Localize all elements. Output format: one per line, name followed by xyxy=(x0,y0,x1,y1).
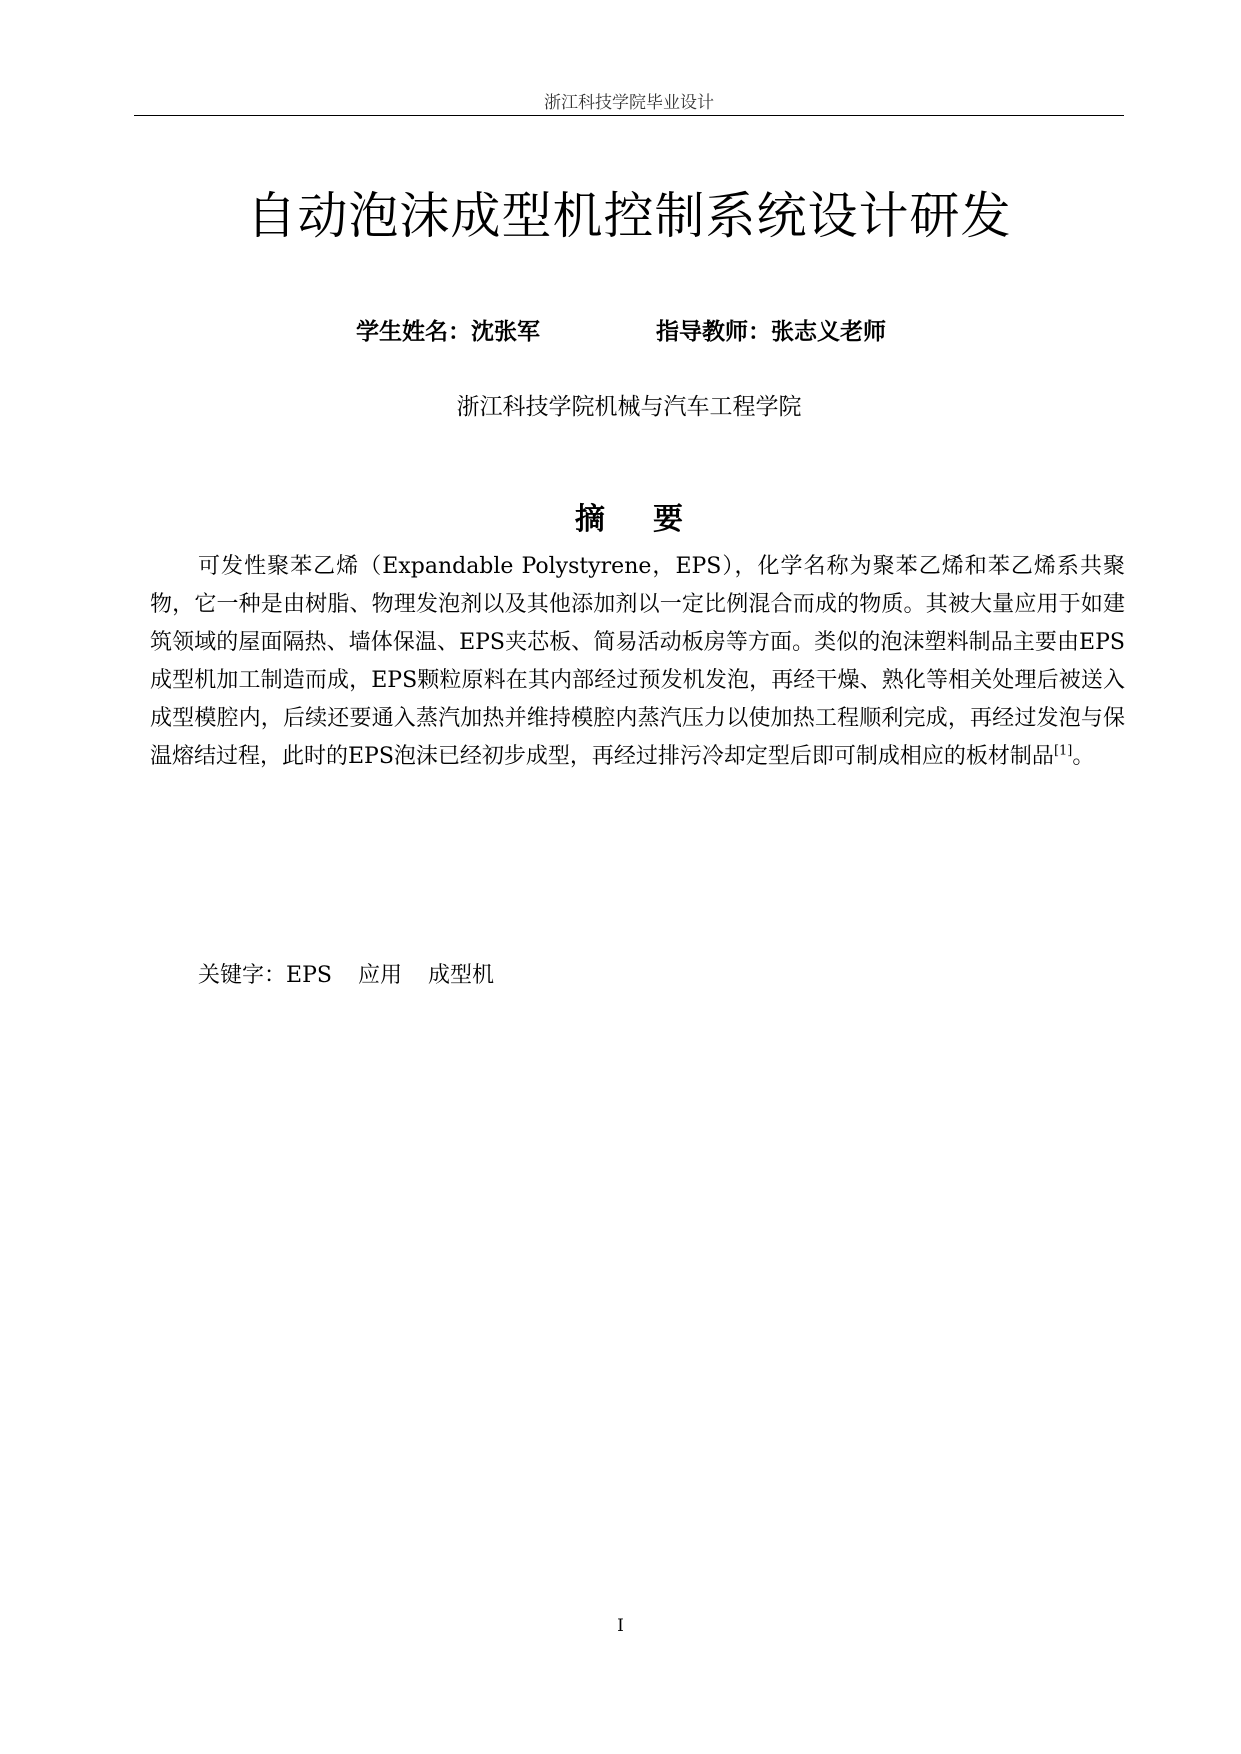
abstract-text: 可发性聚苯乙烯（Expandable Polystyrene，EPS），化学名称为聚苯乙烯和苯乙烯系共聚物，它一种是由树脂、物理发泡剂以及其他添加剂以一定比例混合而成的物质。其被大量应用于如建筑领域的屋面隔热、墙体保温、EPS夹芯板、简易活动板房等方面。类似的泡沫塑料制品主要由EPS成型机加工制造而成，EPS颗粒原料在其内部经过预发机发泡，再经干燥、熟化等相关处理后被送入成型模腔内，后续还要通入蒸汽加热并维持模腔内蒸汽压力以使加热工程顺利完成，再经过发泡与保温熔结过程，此时的EPS泡沫已经初步成型，再经过排污冷却定型后即可制成相应的板材制品 xyxy=(150,554,1125,769)
abstract-body xyxy=(150,548,1125,776)
keyword-item: 成型机 xyxy=(427,963,494,988)
keyword-item: EPS xyxy=(286,963,332,988)
abstract-end-punct: 。 xyxy=(1072,744,1095,769)
affiliation: 浙江科技学院机械与汽车工程学院 xyxy=(456,394,802,420)
advisor-name: 指导教师：张志义老师 xyxy=(656,319,886,345)
abstract-heading: 摘要 xyxy=(575,502,731,537)
running-header: 浙江科技学院毕业设计 xyxy=(544,93,714,113)
student-name: 学生姓名：沈张军 xyxy=(356,319,540,345)
keywords-label: 关键字： xyxy=(198,963,287,988)
header-rule xyxy=(134,115,1124,116)
document-title: 自动泡沫成型机控制系统设计研发 xyxy=(246,187,1012,245)
page-number: I xyxy=(617,1616,624,1636)
keywords-line xyxy=(198,958,520,989)
keyword-item: 应用 xyxy=(357,963,402,988)
citation-ref: [1] xyxy=(1053,743,1073,759)
